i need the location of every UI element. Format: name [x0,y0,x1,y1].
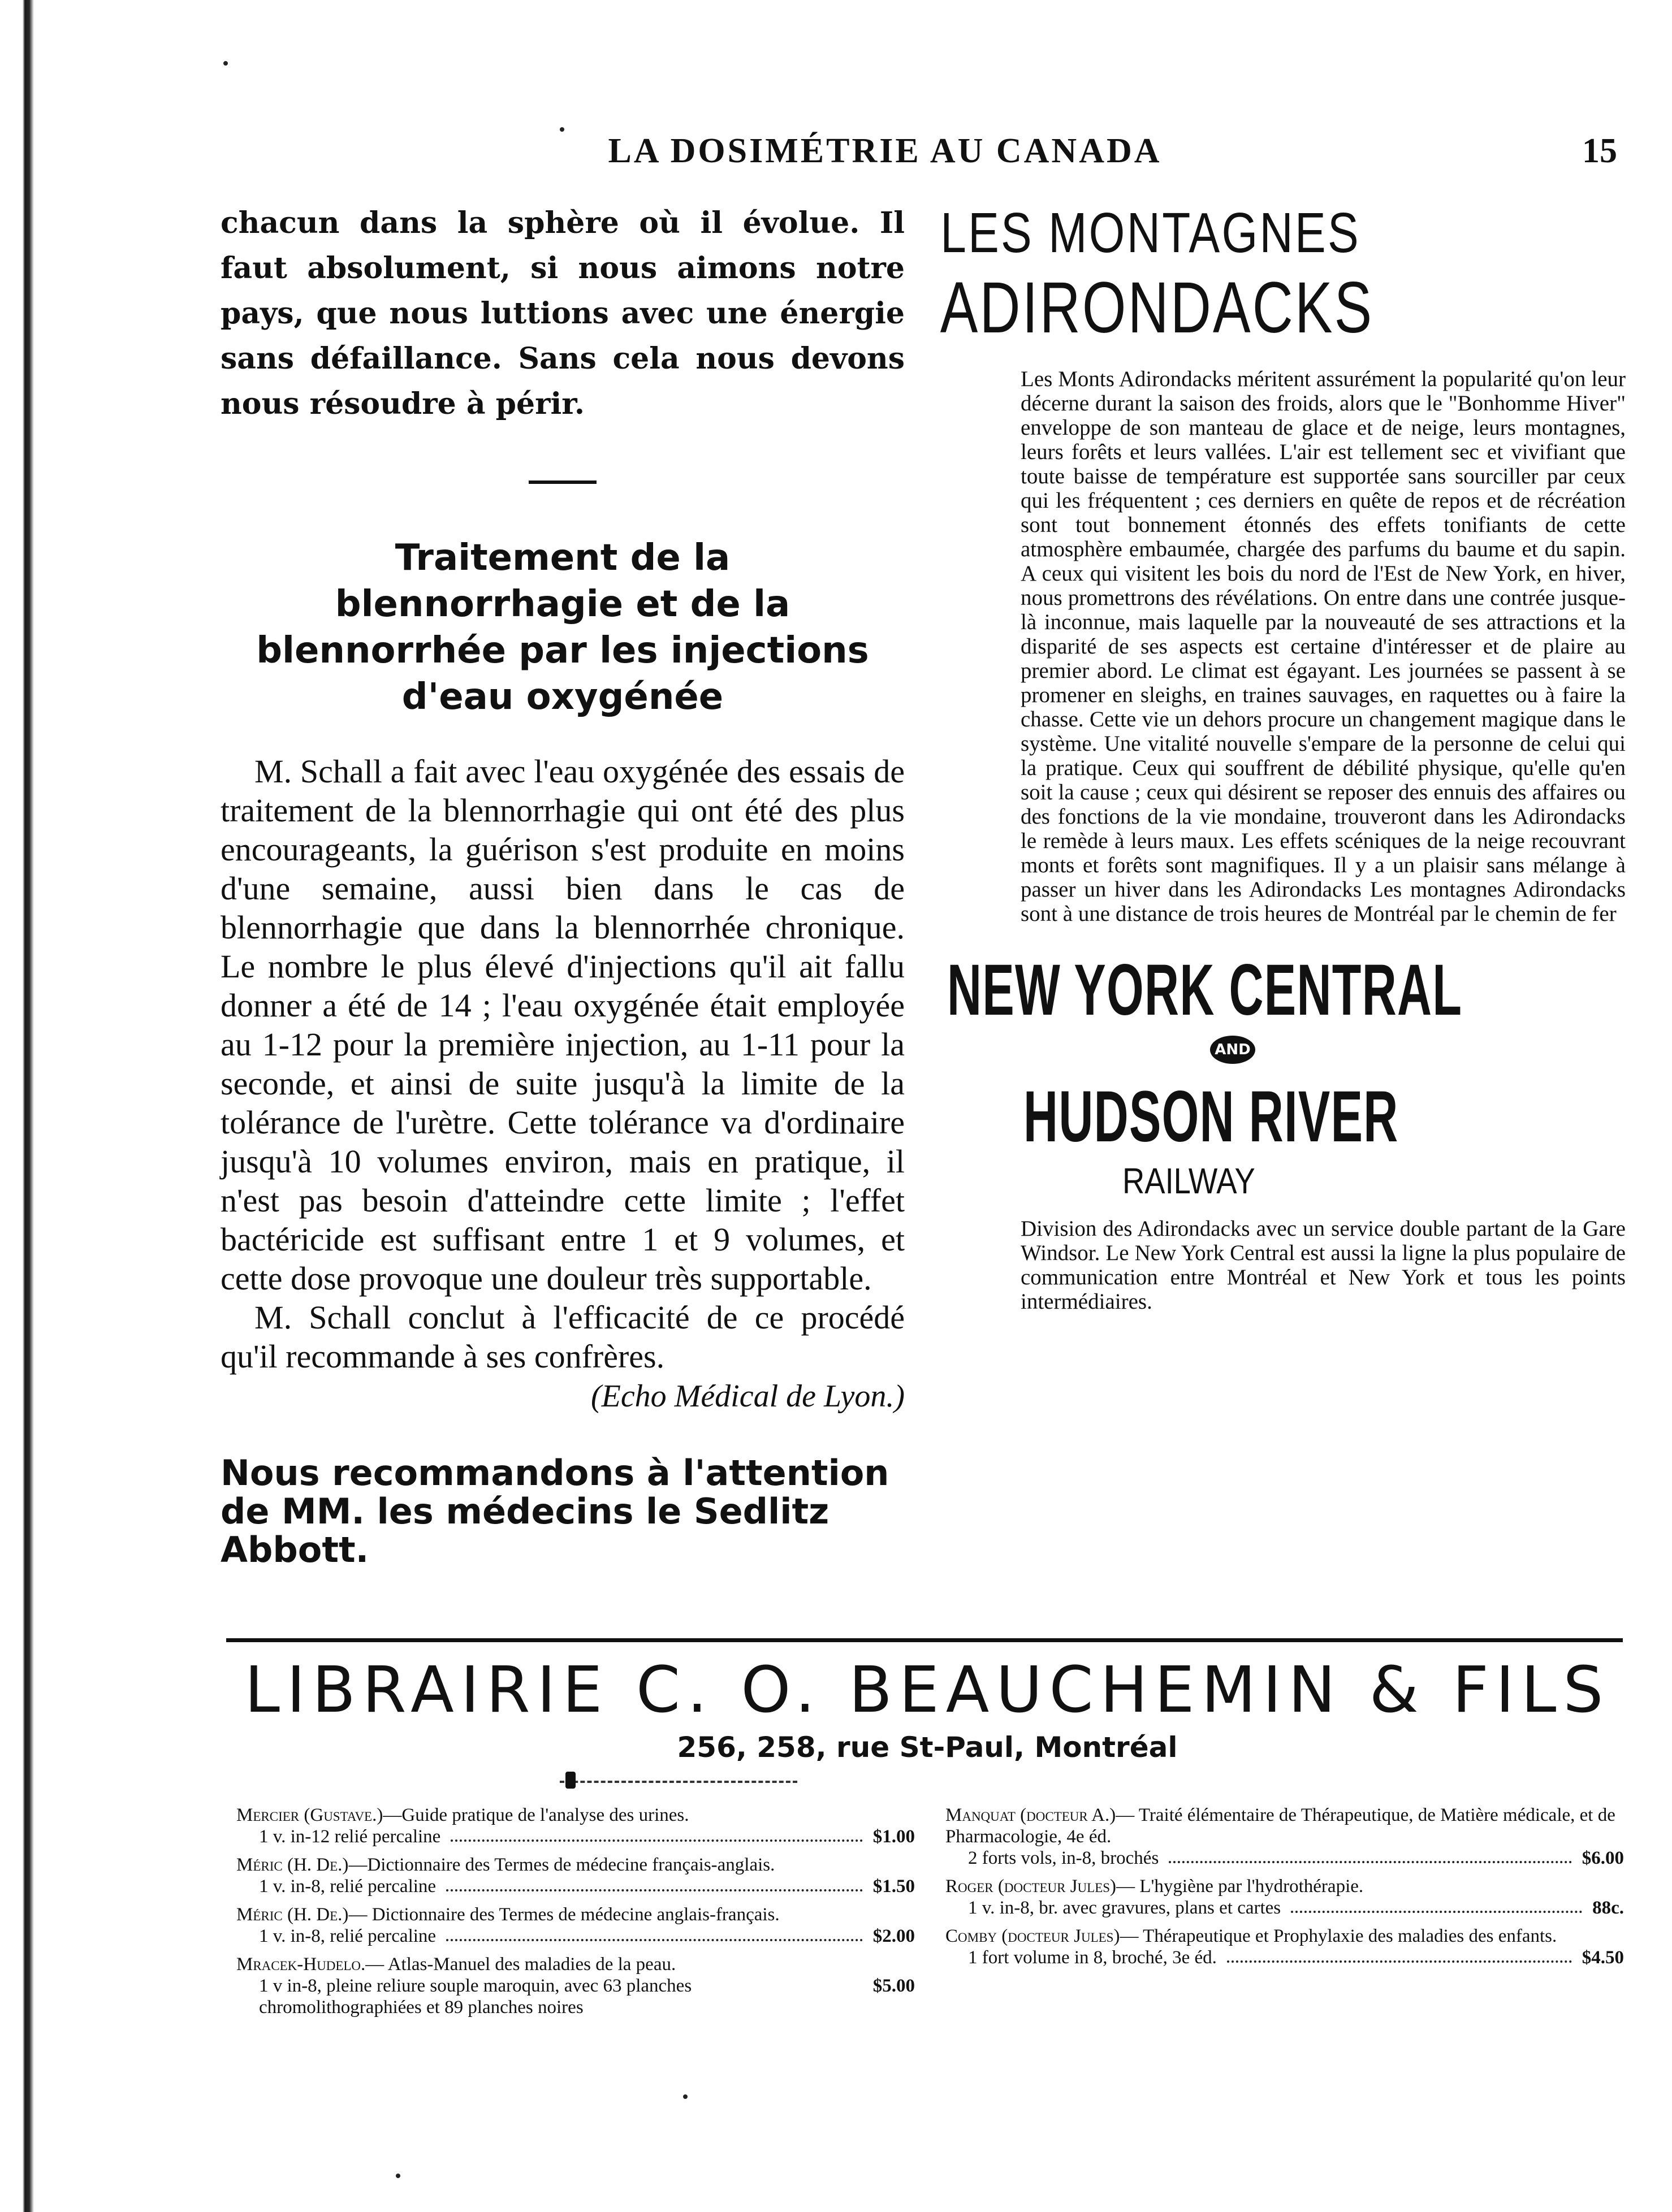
leader-dots [1291,1897,1582,1913]
scan-speck [683,2094,688,2099]
catalog-entry [945,1876,1624,1919]
entry-price: $2.00 [872,1926,915,1946]
catalog-entry [236,1854,915,1897]
entry-title: —Dictionnaire des Termes de médecine français-anglais. [348,1855,775,1875]
entry-author: Mracek-Hudelo. [236,1954,366,1975]
entry-price: $1.50 [872,1876,915,1897]
entry-author: Roger (docteur Jules) [945,1876,1117,1897]
leader-dots [446,1925,863,1941]
entry-title: — L'hygiène par l'hydrothérapie. [1116,1876,1364,1897]
catalog-entry [236,1954,915,2018]
entry-title: — Atlas-Manuel des maladies de la peau. [365,1954,676,1975]
right-column [936,201,1626,1314]
entry-detail: 1 fort volume in 8, broché, 3e éd. [968,1947,1217,1968]
entry-detail: 1 v in-8, pleine reliure souple maroquin, avec 63 planches chromolithographiées et 89 planches noires [259,1976,692,2018]
entry-detail: 2 forts vols, in-8, brochés [968,1848,1159,1868]
entry-detail: 1 v. in-8, relié percaline [259,1926,437,1946]
entry-title: — Traité élémentaire de Thérapeutique, de Matière médicale, et de Pharmacologie, 4e éd. [945,1805,1615,1847]
division-paragraph: Division des Adirondacks avec un service double partant de la Gare Windsor. Le New York Central est aussi la ligne la plus populaire de communication entre Montréal et New York et tous les points intermédiaires. [1021,1217,1626,1314]
continuation-paragraph: chacun dans la sphère où il évolue. Il faut absolument, si nous aimons notre pays, que nous luttions avec une énergie sans défaillance. Sans cela nous devons nous résoudre à périr. [221,206,905,421]
running-title: LA DOSIMÉTRIE AU CANADA [608,132,1162,170]
entry-author: Comby (docteur Jules) [945,1926,1120,1946]
leader-dots [1169,1847,1571,1863]
entry-author: Manquat (docteur A.) [945,1805,1116,1825]
entry-title: — Thérapeutique et Prophylaxie des maladies des enfants. [1120,1926,1557,1946]
catalog-entry [236,1804,915,1847]
recommendation-notice: Nous recommandons à l'attention de MM. les médecins le Sedlitz Abbott. [221,1452,889,1570]
scan-speck [396,2174,400,2178]
entry-detail: 1 v. in-8, br. avec gravures, plans et cartes [968,1898,1281,1918]
ad-heading-line-2: ADIRONDACKS [940,267,1374,348]
railroad-name-line-2: HUDSON RIVER [1023,1076,1399,1157]
entry-author: Méric (H. De.) [236,1855,349,1875]
entry-price: $6.00 [1582,1848,1624,1868]
railroad-name-line-1: NEW YORK CENTRAL [947,950,1463,1031]
scan-edge-shadow [0,0,41,2212]
catalog-left [236,1804,915,2025]
scan-speck [223,61,228,66]
entry-author: Méric (H. De.) [236,1904,349,1925]
leader-dots [1227,1947,1572,1963]
leader-dots [446,1876,863,1891]
catalog-entry [236,1904,915,1947]
adirondacks-ad-body: Les Monts Adirondacks méritent assurément la popularité qu'on leur décerne durant la saison des froids, alors que le "Bonhomme Hiver" enveloppe de son manteau de glace et de neige, leurs montagnes, leurs forêts et leurs vallées. L'air est tellement sec et vivifiant que toute baisse de température est supportée sans sourciller par ceux qui les fréquentent ; ces derniers en quête de repos et de récréation sont tout bonnement étonnés des effets tonifiants de cette atmosphère embaumée, chargée des parfums du baume et du sapin. A ceux qui visitent les bois du nord de l'Est de New York, en hiver, nous promettrons des révélations. On entre dans une contrée jusque-là inconnue, mais laquelle par la nouveauté de ses attractions et la disparité de ses aspects est certaine d'intéresser et de plaire au premier abord. Le climat est égayant. Les journées se passent à se promener en sleighs, en traines sauvages, en raquettes ou à faire la chasse. Cette vie un dehors procure un changement magique dans le système. Une vitalité nouvelle s'empare de la personne de celui qui la pratique. Ceux qui souffrent de débilité physique, qu'elle qu'en soit la cause ; ceux qui désirent se reposer des ennuis des affaires ou des fonctions de la vie mondaine, trouveront dans les Adirondacks le remède à leurs maux. Les effets scéniques de la neige recouvrant monts et forêts sont magnifiques. Il y a un plaisir sans mélange à passer un hiver dans les Adirondacks Les montagnes Adirondacks sont à une distance de trois heures de Montréal par le chemin de fer [1021,367,1626,926]
entry-author: Mercier (Gustave.) [236,1805,383,1825]
entry-price: $4.50 [1582,1947,1624,1968]
entry-price: $1.00 [872,1826,915,1847]
entry-title: —Guide pratique de l'analyse des urines. [383,1805,689,1825]
leader-dots [451,1826,862,1842]
article-source: (Echo Médical de Lyon.) [590,1379,905,1414]
catalog-entry [945,1804,1624,1869]
ornament-rule [560,1781,797,1783]
catalog-right [945,1804,1624,1975]
scan-speck [560,127,564,132]
section-divider [529,481,597,484]
article-paragraph-2: M. Schall conclut à l'efficacité de ce procédé qu'il recommande à ses confrères. [221,1299,905,1375]
ampersand-badge: AND [1210,1036,1255,1064]
bookstore-top-rule [226,1638,1623,1642]
entry-detail: 1 v. in-8, relié percaline [259,1876,437,1897]
bookstore-name: LIBRAIRIE C. O. BEAUCHEMIN & FILS [244,1653,1610,1727]
ornament-bullet [565,1772,576,1789]
entry-price: 88c. [1592,1898,1624,1918]
page-number: 15 [1582,132,1617,170]
article-paragraph-1: M. Schall a fait avec l'eau oxygénée des essais de traitement de la blennorrhagie qui ont été des plus encourageants, la guérison s'est produite en moins d'une semaine, aussi bien dans le cas de blennorrhagie que dans la blennorrhée chronique. Le nombre le plus élevé d'injections qu'il ait fallu donner a été de 14 ; l'eau oxygénée était employée au 1-12 pour la première injection, au 1-11 pour la seconde, et ainsi de suite jusqu'à la limite de la tolérance de l'urètre. Cette tolérance va d'ordinaire jusqu'à 10 volumes environ, mais en pratique, il n'est pas besoin d'atteindre cette limite ; l'effet bactéricide est suffisant entre 1 et 9 volumes, et cette dose provoque une douleur très supportable. [221,753,905,1297]
bookstore-address: 256, 258, rue St-Paul, Montréal [677,1731,1178,1764]
catalog-entry [945,1925,1624,1968]
left-column [221,201,905,1569]
entry-price: $5.00 [872,1976,915,1996]
entry-detail: 1 v. in-12 relié percaline [259,1826,441,1847]
railroad-name-line-3: RAILWAY [1122,1161,1255,1201]
entry-title: — Dictionnaire des Termes de médecine anglais-français. [348,1904,780,1925]
article-title: Traitement de la blennorrhagie et de la blennorrhée par les injections d'eau oxygénée [256,537,869,718]
ad-heading-line-1: LES MONTAGNES [940,201,1361,265]
